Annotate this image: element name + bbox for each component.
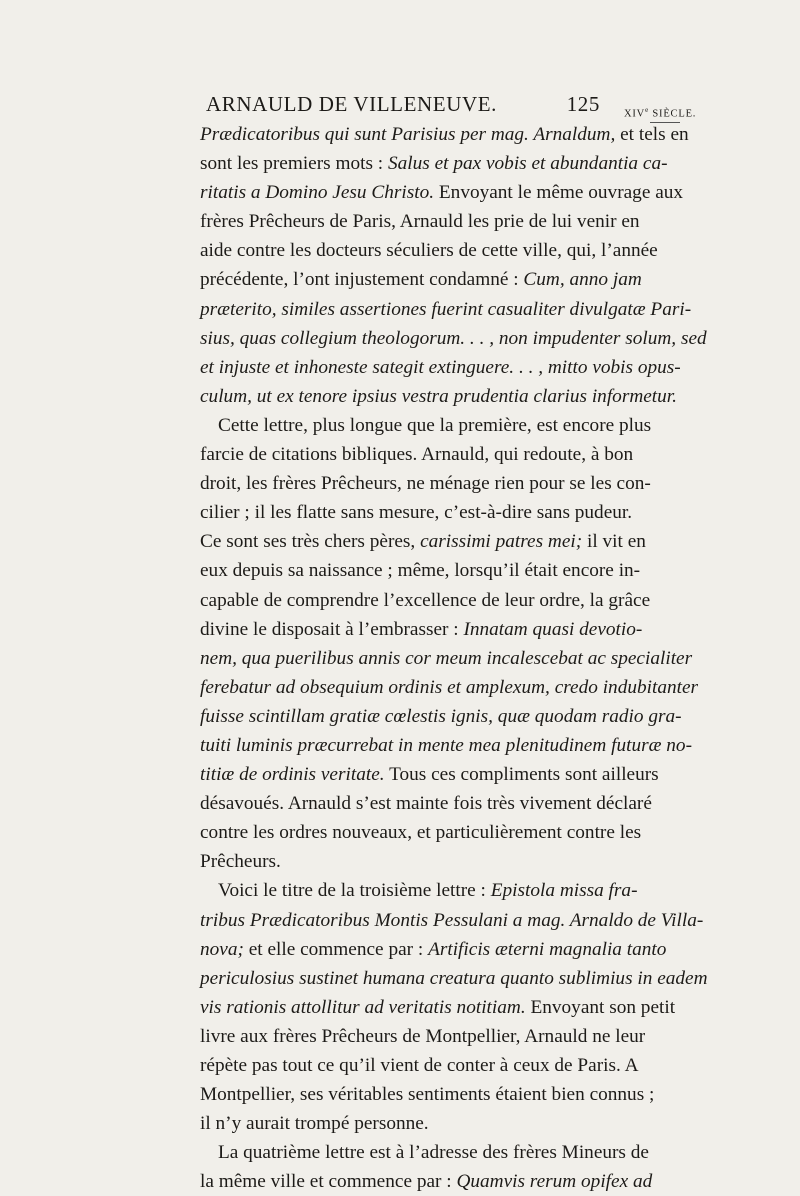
line-text: répète pas tout ce qu’il vient de conter à ceux de Paris. A bbox=[200, 1055, 639, 1076]
line-text: capable de comprendre l’excellence de leur ordre, la grâce bbox=[200, 589, 651, 611]
text-line bbox=[200, 353, 681, 382]
latin-phrase: carissimi patres mei; bbox=[420, 531, 583, 553]
line-text: désavoués. Arnauld s’est mainte fois très vivement déclaré bbox=[200, 793, 652, 815]
line-text: La quatrième lettre est à l’adresse des frères Mineurs de bbox=[218, 1142, 649, 1164]
text-line bbox=[200, 265, 642, 294]
text-line bbox=[200, 236, 658, 265]
running-head bbox=[206, 92, 600, 122]
text-line bbox=[200, 818, 642, 847]
text-line bbox=[200, 295, 692, 324]
text-line bbox=[200, 993, 676, 1022]
latin-phrase: Artificis æterni magnalia tanto bbox=[428, 938, 667, 960]
latin-phrase: Salus et pax vobis et abundantia ca- bbox=[387, 153, 668, 175]
text-line bbox=[200, 1080, 655, 1109]
line-text: divine le disposait à l’embrasser : bbox=[200, 618, 464, 640]
page-number: 125 bbox=[566, 92, 600, 116]
text-line bbox=[200, 876, 638, 905]
line-text: et tels en bbox=[615, 124, 689, 145]
latin-phrase: Innatam quasi devotio- bbox=[463, 618, 643, 640]
body-text bbox=[200, 120, 708, 1196]
latin-phrase: Epistola missa fra- bbox=[490, 880, 638, 902]
line-text: il n’y aurait trompé personne. bbox=[200, 1113, 429, 1135]
text-line bbox=[200, 1109, 602, 1138]
text-line bbox=[200, 207, 640, 236]
running-head-title: ARNAULD DE VILLENEUVE. bbox=[206, 92, 498, 116]
latin-phrase: Quamvis rerum opifex ad bbox=[456, 1171, 653, 1193]
line-text: contre les ordres nouveaux, et particulièrement contre les bbox=[200, 822, 642, 844]
line-text: la même ville et commence par : bbox=[200, 1171, 457, 1193]
text-line bbox=[200, 149, 668, 178]
text-line bbox=[200, 760, 659, 789]
line-text: précédente, l’ont injustement condamné : bbox=[200, 269, 524, 291]
line-text: Voici le titre de la troisième lettre : bbox=[218, 880, 491, 902]
text-line bbox=[200, 1167, 653, 1196]
text-line bbox=[200, 382, 677, 411]
margin-rule bbox=[650, 122, 680, 123]
latin-phrase: fuisse scintillam gratiæ cœlestis ignis, quæ quodam radio gra- bbox=[200, 705, 682, 727]
text-line bbox=[200, 935, 667, 964]
line-text: Prêcheurs. bbox=[200, 851, 281, 873]
text-line bbox=[200, 411, 652, 440]
latin-phrase: et injuste et inhoneste sategit extinguere. . . , mitto vobis opus- bbox=[200, 356, 681, 378]
text-line bbox=[200, 120, 689, 149]
margin-note-superscript: e bbox=[645, 106, 649, 114]
line-text: farcie de citations bibliques. Arnauld, qui redoute, à bon bbox=[200, 444, 634, 466]
text-line bbox=[200, 178, 684, 207]
line-text: Tous ces compliments sont ailleurs bbox=[384, 764, 659, 786]
latin-phrase: culum, ut ex tenore ipsius vestra prudentia clarius informetur. bbox=[200, 385, 677, 407]
line-text: eux depuis sa naissance ; même, lorsqu’il était encore in- bbox=[200, 560, 641, 582]
text-line bbox=[200, 731, 692, 760]
latin-phrase: Cum, anno jam bbox=[523, 269, 642, 291]
text-line bbox=[200, 1138, 649, 1167]
line-text: sont les premiers mots : bbox=[200, 153, 388, 175]
latin-phrase: periculosius sustinet humana creatura quanto sublimius in eadem bbox=[200, 967, 708, 989]
text-line bbox=[200, 964, 708, 993]
line-text: il vit en bbox=[582, 531, 646, 553]
line-text: frères Prêcheurs de Paris, Arnauld les prie de lui venir en bbox=[200, 211, 640, 233]
text-line bbox=[200, 469, 651, 498]
text-line bbox=[200, 644, 693, 673]
margin-century-note bbox=[624, 106, 696, 120]
line-text: Montpellier, ses véritables sentiments étaient bien connus ; bbox=[200, 1084, 655, 1106]
latin-phrase: sius, quas collegium theologorum. . . , non impudenter solum, sed bbox=[200, 327, 707, 349]
line-text: livre aux frères Prêcheurs de Montpellier, Arnauld ne leur bbox=[200, 1025, 646, 1047]
line-text: droit, les frères Prêcheurs, ne ménage rien pour se les con- bbox=[200, 473, 651, 495]
text-line bbox=[200, 789, 652, 818]
text-line bbox=[200, 847, 602, 876]
latin-phrase: titiæ de ordinis veritate. bbox=[200, 764, 385, 786]
text-line bbox=[200, 498, 633, 527]
line-text: Cette lettre, plus longue que la première, est encore plus bbox=[218, 414, 652, 436]
text-line bbox=[200, 324, 707, 353]
latin-phrase: vis rationis attollitur ad veritatis notitiam. bbox=[200, 996, 526, 1018]
latin-phrase: ritatis a Domino Jesu Christo. bbox=[200, 182, 435, 204]
text-line bbox=[200, 615, 643, 644]
line-text: Envoyant son petit bbox=[525, 996, 676, 1018]
text-line bbox=[200, 440, 634, 469]
line-text: cilier ; il les flatte sans mesure, c’est-à-dire sans pudeur. bbox=[200, 502, 633, 524]
text-line bbox=[200, 527, 646, 556]
latin-phrase: tribus Prædicatoribus Montis Pessulani a mag. Arnaldo de Villa- bbox=[200, 909, 704, 931]
text-line bbox=[200, 702, 682, 731]
margin-note-main: XIV bbox=[624, 108, 646, 120]
text-line bbox=[200, 1022, 646, 1051]
line-text: et elle commence par : bbox=[243, 938, 429, 960]
latin-phrase: nem, qua puerilibus annis cor meum incalescebat ac specialiter bbox=[200, 647, 693, 669]
latin-phrase: Prædicatoribus qui sunt Parisius per mag. Arnaldum, bbox=[200, 124, 616, 145]
line-text: Ce sont ses très chers pères, bbox=[200, 531, 421, 553]
text-line bbox=[200, 556, 641, 585]
text-line bbox=[200, 906, 704, 935]
text-line bbox=[200, 586, 651, 615]
latin-phrase: præterito, similes assertiones fuerint casualiter divulgatæ Pari- bbox=[200, 298, 692, 320]
line-text: Envoyant le même ouvrage aux bbox=[434, 182, 684, 204]
margin-note-rest: SIÈCLE. bbox=[648, 108, 697, 120]
text-line bbox=[200, 673, 699, 702]
latin-phrase: tuiti luminis præcurrebat in mente mea plenitudinem futuræ no- bbox=[200, 734, 692, 756]
text-line bbox=[200, 1051, 639, 1080]
latin-phrase: nova; bbox=[200, 938, 244, 960]
line-text: aide contre les docteurs séculiers de cette ville, qui, l’année bbox=[200, 240, 658, 262]
latin-phrase: ferebatur ad obsequium ordinis et amplexum, credo indubitanter bbox=[200, 676, 699, 698]
